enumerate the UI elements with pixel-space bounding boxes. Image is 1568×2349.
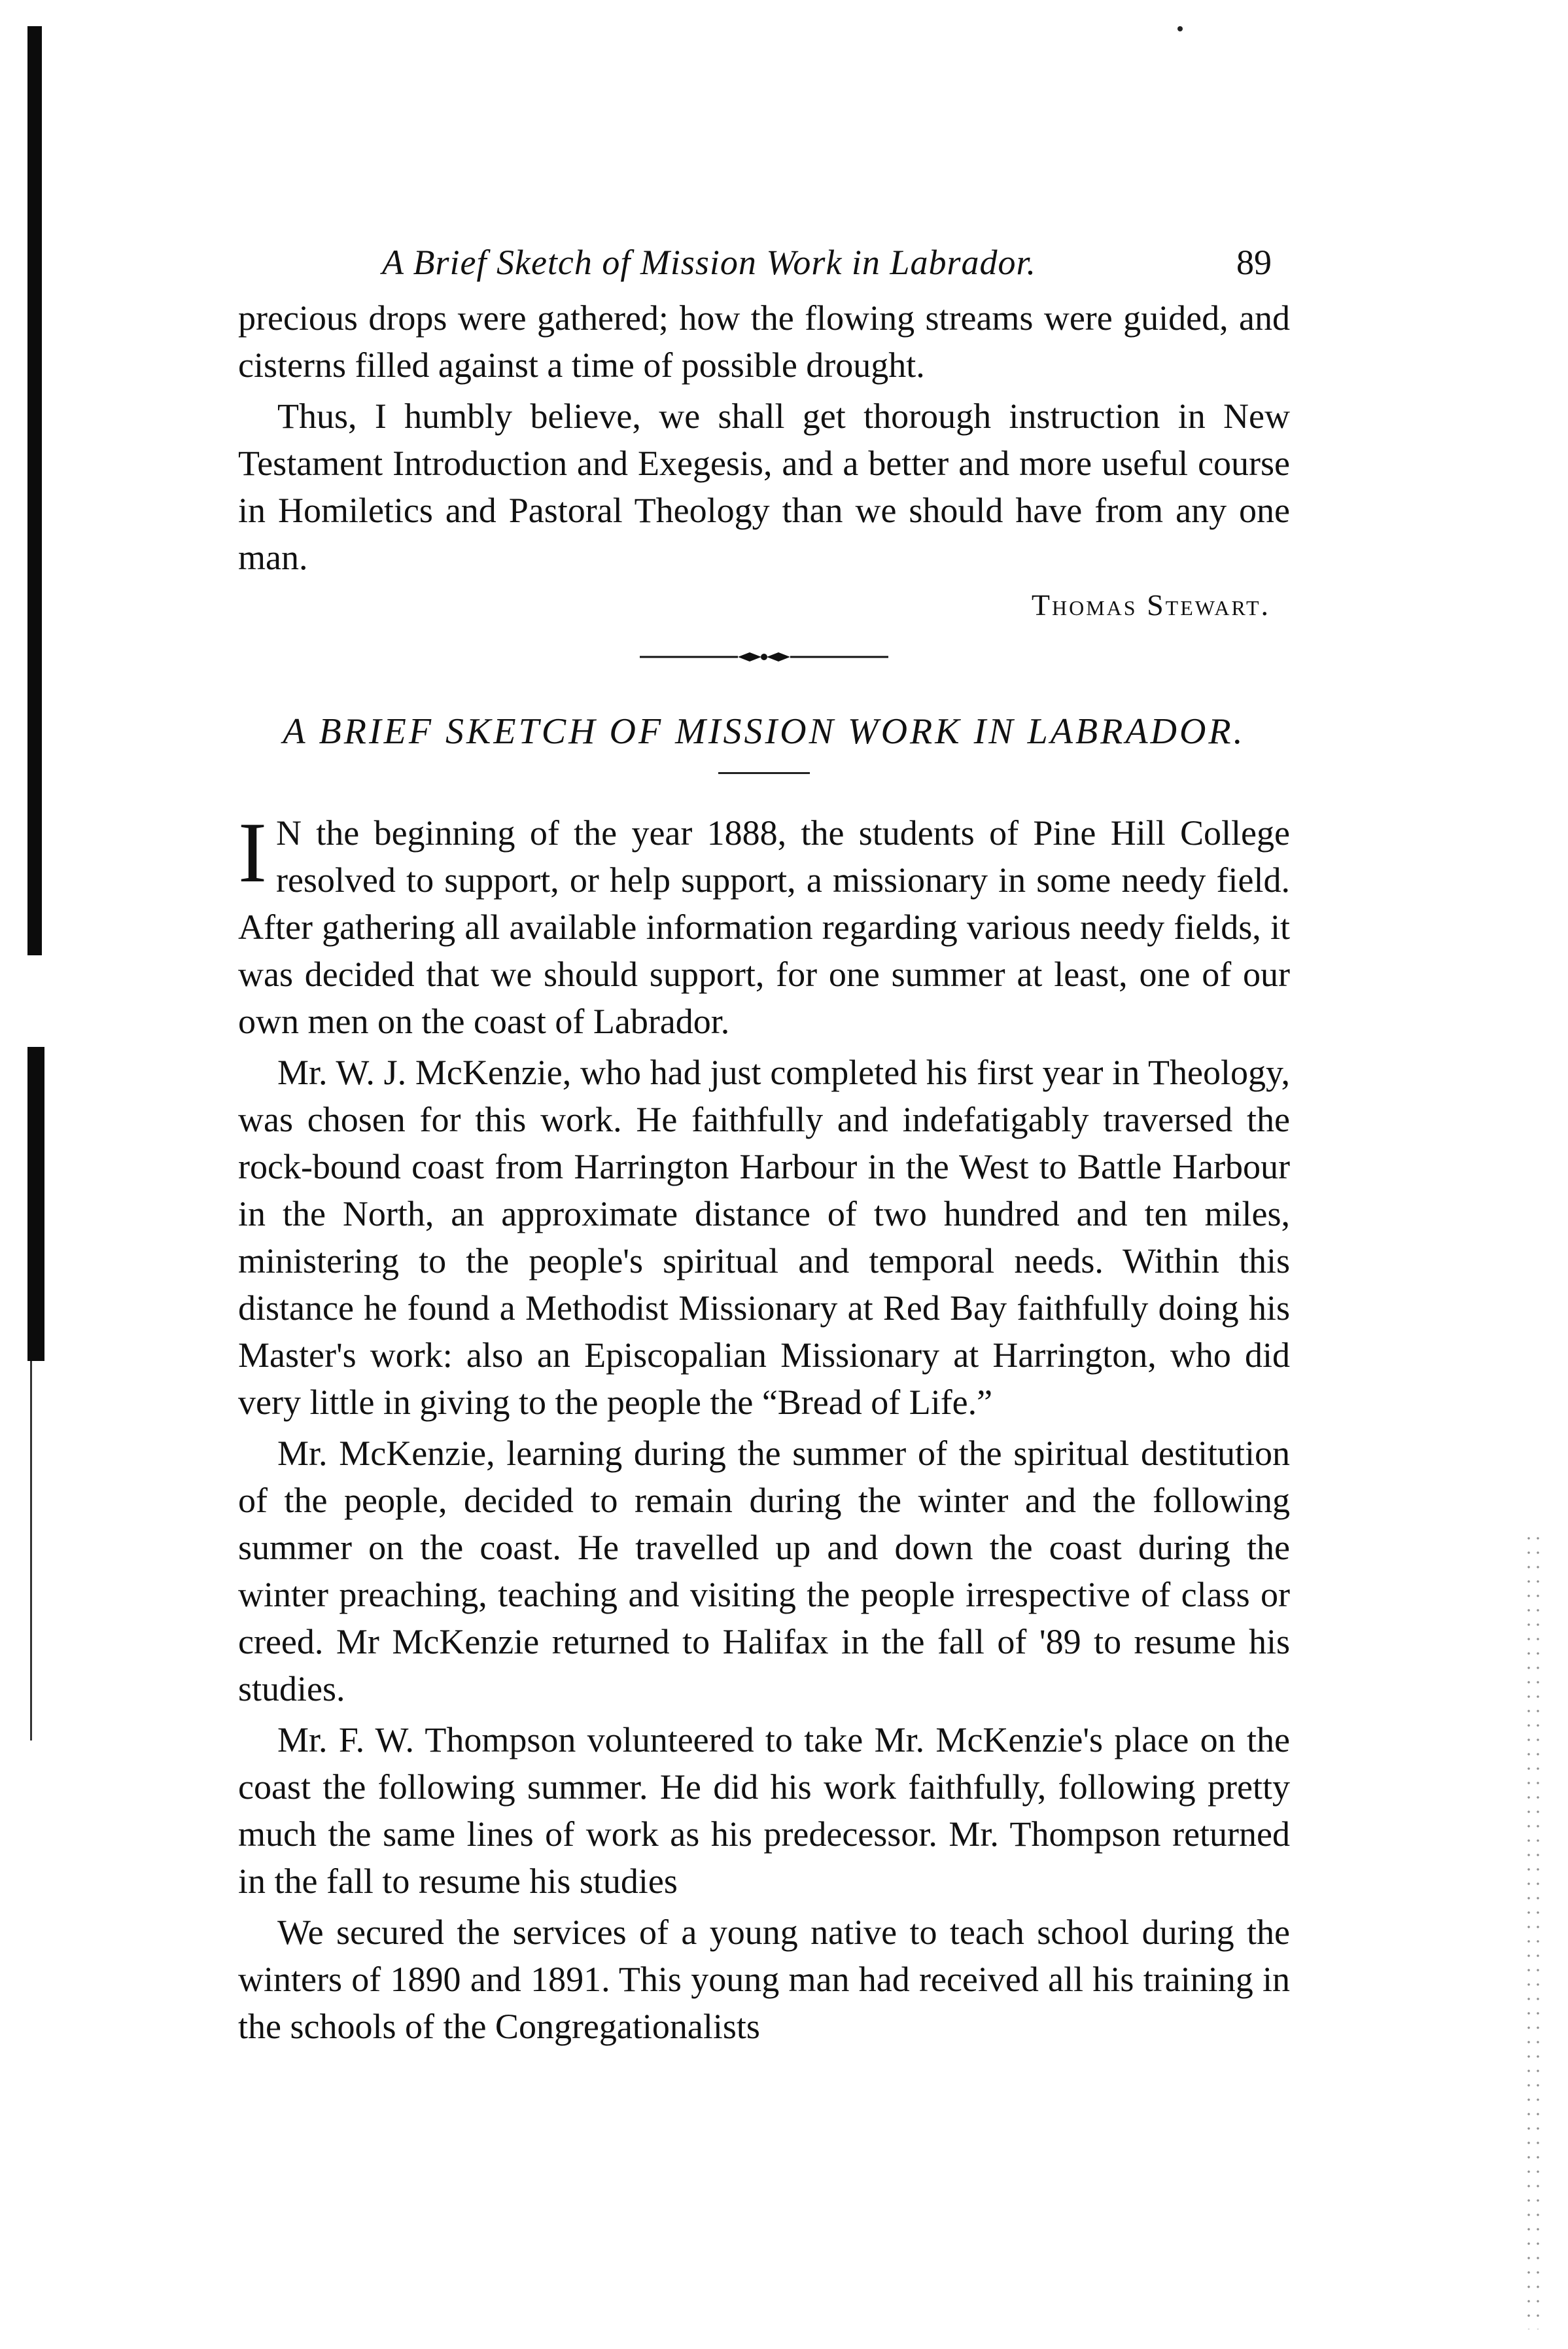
previous-article-ending (238, 294, 1290, 581)
paragraph: precious drops were gathered; how the flowing streams were guided, and cisterns filled against a time of possible drought. (238, 298, 1290, 385)
article-title: A BRIEF SKETCH OF MISSION WORK IN LABRADOR. (283, 711, 1246, 752)
paragraph: We secured the services of a young native to teach school during the winters of 1890 and 1891. This young man had received all his training in the schools of the Congregationalists (238, 1913, 1290, 2046)
scan-dot (1177, 26, 1183, 31)
paragraph: Thus, I humbly believe, we shall get thorough instruction in New Testament Introduction and Exegesis, and a better and more useful course in Homiletics and Pastoral Theology than we should have from any one man. (238, 397, 1290, 577)
section-divider-ornament (640, 649, 888, 665)
running-head-title: A Brief Sketch of Mission Work in Labrador. (382, 243, 1036, 282)
book-page (238, 236, 1290, 2050)
first-paragraph (238, 804, 1290, 1045)
scan-edge-shadow (27, 26, 42, 955)
paragraph: Mr. McKenzie, learning during the summer of the spiritual destitution of the people, decided to remain during the winter and the following summer on the coast. He travelled up and down the coast during the winter preaching, teaching and visiting the people irrespective of class or creed. Mr McKenzie returned to Halifax in the fall of '89 to resume his studies. (238, 1434, 1290, 1708)
scan-edge-line (30, 1361, 32, 1740)
scan-edge-shadow-lower (27, 1047, 44, 1361)
paragraph: Mr. F. W. Thompson volunteered to take Mr. McKenzie's place on the coast the following summer. He did his work faithfully, following pretty much the same lines of work as his predecessor. Mr. Thompson returned in the fall to resume his studies (238, 1720, 1290, 1901)
running-head (238, 236, 1290, 294)
scan-speckles (1524, 1531, 1544, 2329)
drop-cap: I (238, 804, 267, 900)
first-paragraph-text: N the beginning of the year 1888, the students of Pine Hill College resolved to support, or help support, a missionary in some needy field. After gathering all available information regarding various needy fields, it was decided that we should support, for one summer at least, one of our own men on the coast of Labrador. (238, 813, 1290, 1041)
article-body (238, 804, 1290, 2050)
paragraph: Mr. W. J. McKenzie, who had just completed his first year in Theology, was chosen for this work. He faithfully and indefatigably traversed the rock-bound coast from Harrington Harbour in the West to Battle Harbour in the North, an approximate distance of two hundred and ten miles, ministering to the people's spiritual and temporal needs. Within this distance he found a Methodist Missionary at Red Bay faithfully doing his Master's work: also an Episcopalian Missionary at Harrington, who did very little in giving to the people the “Bread of Life.” (238, 1053, 1290, 1422)
page-number: 89 (1236, 243, 1272, 282)
author-signature: Thomas Stewart. (1031, 588, 1270, 622)
title-rule (718, 772, 810, 774)
